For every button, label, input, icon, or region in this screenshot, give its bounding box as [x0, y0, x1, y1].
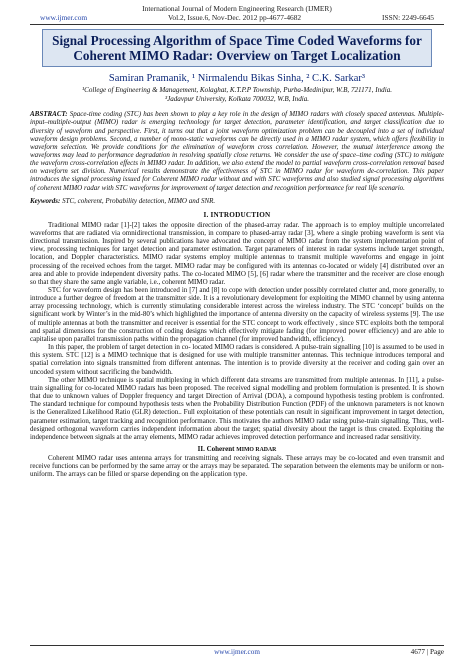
- journal-header: [30, 0, 444, 25]
- section-1-heading: I. INTRODUCTION: [203, 210, 271, 219]
- header-divider: [30, 24, 444, 25]
- page-number: 4677 | Page: [410, 648, 444, 656]
- keywords-label: Keywords:: [30, 196, 61, 205]
- affiliation-2: ³Jadavpur University, Kolkata 700032, W.B, India.: [164, 94, 310, 103]
- section-2-heading-suffix: MIMO RADAR: [236, 446, 277, 453]
- affiliations: [30, 86, 444, 103]
- abstract-label: ABSTRACT:: [30, 110, 68, 119]
- journal-issn: ISSN: 2249-6645: [382, 13, 434, 22]
- journal-name: International Journal of Modern Engineering Research (IJMER): [142, 4, 332, 13]
- intro-paragraph: Traditional MIMO radar [1]-[2] takes the opposite direction of the phased-array radar. The approach is to employ multiple uncorrelated waveforms that are radiated via omnidirectional transmission, in compare to phased-array radar [3], where a single probing waveform is sent via directional transmission. Inspired by several publications have advocated the concept of MIMO radar from the system implementation point of view, processing techniques for target detection and parameter estimation. Target parameters of interest in radar systems include target strength, location, and Doppler characteristics. MIMO radar systems employ multiple antennas to transmit multiple waveforms and engage in joint processing of the received echoes from the target. MIMO radar may be configured with its antennas co-located or widely [4] distributed over an area and able to provide independent diversity paths. The co-located MIMO [5], [6] radar where the transmitter and the receiver are close enough so that they share the same angle variable, i.e., coherent MIMO radar.: [30, 220, 444, 286]
- paper-authors: Samiran Pramanik, ¹ Nirmalendu Bikas Sinha, ² C.K. Sarkar³: [108, 73, 366, 84]
- affiliation-1: ¹College of Engineering & Management, Kolaghat, K.T.P.P Township, Purba-Medinipur, W.B, 721171, India.: [81, 86, 393, 94]
- abstract-text: Space-time coding (STC) has been shown to play a key role in the design of MIMO radars with closely spaced antennas. Multiple-input–multiple-output (MIMO) radar is emerging technology for target detection, parameter identification, and target classification due to diversity of waveform and perspective. First, it turns out that a joint waveform optimization problem can be decoupled into a set of individual waveform design problems. Second, a number of mono-static waveforms can be directly used in a MIMO radar system, which offers flexibility in waveform selection. We provide conditions for the elimination of waveform cross correlation. However, the mutual interference among the waveforms may lead to performance degradation in resolving spatially close returns. We consider the use of space–time coding (STC) to mitigate the waveform cross-correlation effects in MIMO radar. In addition, we also extend the model to partial waveform cross-correlation removal based on waveform set division. Numerical results demonstrate the effectiveness of STC in MIMO radar for waveform de-correlation. This paper introduces the signal processing issued for Coherent MIMO radar without and with STC waveforms and also studied signal processing algorithms of coherent MIMO radar with STC waveforms for improvement of target detection and recognition performance for real life scenario.: [30, 110, 445, 192]
- journal-volume: Vol.2, Issue.6, Nov-Dec. 2012 pp-4677-4682: [168, 13, 302, 22]
- keywords-text: STC, coherent, Probability detection, MIMO and SNR.: [62, 196, 216, 205]
- intro-paragraph: In this paper, the problem of target detection in co- located MIMO radars is considered. A pulse-train signalling [10] is assumed to be used in this system. STC [12] is a MIMO technique that is designed for use with multiple transmitter antennas. This technique introduces temporal and spatial correlation into signals transmitted from different antennas. The intention is to provide diversity at the receiver and coding gain over an uncoded system without sacrificing the bandwidth.: [30, 343, 444, 376]
- journal-meta-row: [30, 13, 444, 22]
- journal-url-link[interactable]: www.ijmer.com: [40, 13, 88, 22]
- section-2-heading: [30, 445, 444, 453]
- section-2-paragraph: Coherent MIMO radar uses antenna arrays for transmitting and receiving signals. These arrays may be co-located and even transmit and receive functions can be performed by the same array or the arrays may be separated. The separation between the elements may be uniform or non-uniform. The arrays can be filled or sparse depending on the application type.: [30, 453, 444, 479]
- paper-title: Signal Processing Algorithm of Space Time Coded Waveforms for Coherent MIMO Radar: Overview on Target Localization: [42, 29, 432, 67]
- keywords: [30, 197, 444, 205]
- section-2-heading-prefix: II. Coherent: [197, 444, 237, 453]
- abstract: [30, 110, 444, 192]
- intro-paragraph: The other MIMO technique is spatial multiplexing in which different data streams are transmitted from multiple antennas. In [11], a pulse-train signalling for co-located MIMO radars has been proposed. The received signal modelling and problem formulation is presented. It is shown that due to unknown values of Doppler frequency and target Direction of Arrival (DOA), a compound hypothesis testing problem is confronted. The standard technique for compound hypothesis tests when the Probability Distribution Function (PDF) of the unknown parameters is not known is the Generalized Likelihood Ratio (GLR) detection.. Full exploitation of these potentials can result in significant improvement in target detection, parameter estimation, target tracking and recognition performance. This motivates the authors MIMO radar using pulse-train signalling. Thus, well-designed orthogonal waveform carries independent information about the target; spatial diversity about the target is thus created. Exploiting the independence between signals at the array elements, MIMO radar achieves improved detection performance and increased radar sensitivity.: [30, 375, 444, 441]
- footer-url-link[interactable]: www.ijmer.com: [214, 648, 260, 656]
- intro-paragraph: STC for waveform design has been introduced in [7] and [8] to cope with detection under possibly correlated clutter and, more generally, to introduce a further degree of freedom at the transmitter side. It is a revolutionary development for exploiting the MIMO channel by using antenna array processing technology, which is currently stimulating considerable interest across the wireless industry. The STC ‘concept’ builds on the significant work by Winter’s in the mid-80’s which highlighted the importance of antenna diversity on the capacity of wireless systems [9]. The use of multiple antennas at both the transmitter and receiver is essential for the STC concept to work effectively , since STC exploits both the temporal and spatial dimensions for the construction of coding designs which effectively mitigate fading (for improved power efficiency) and are able to capitalise upon parallel transmission paths within the propagation channel (for improved bandwidth, efficiency).: [30, 286, 444, 343]
- page-footer: [30, 645, 444, 660]
